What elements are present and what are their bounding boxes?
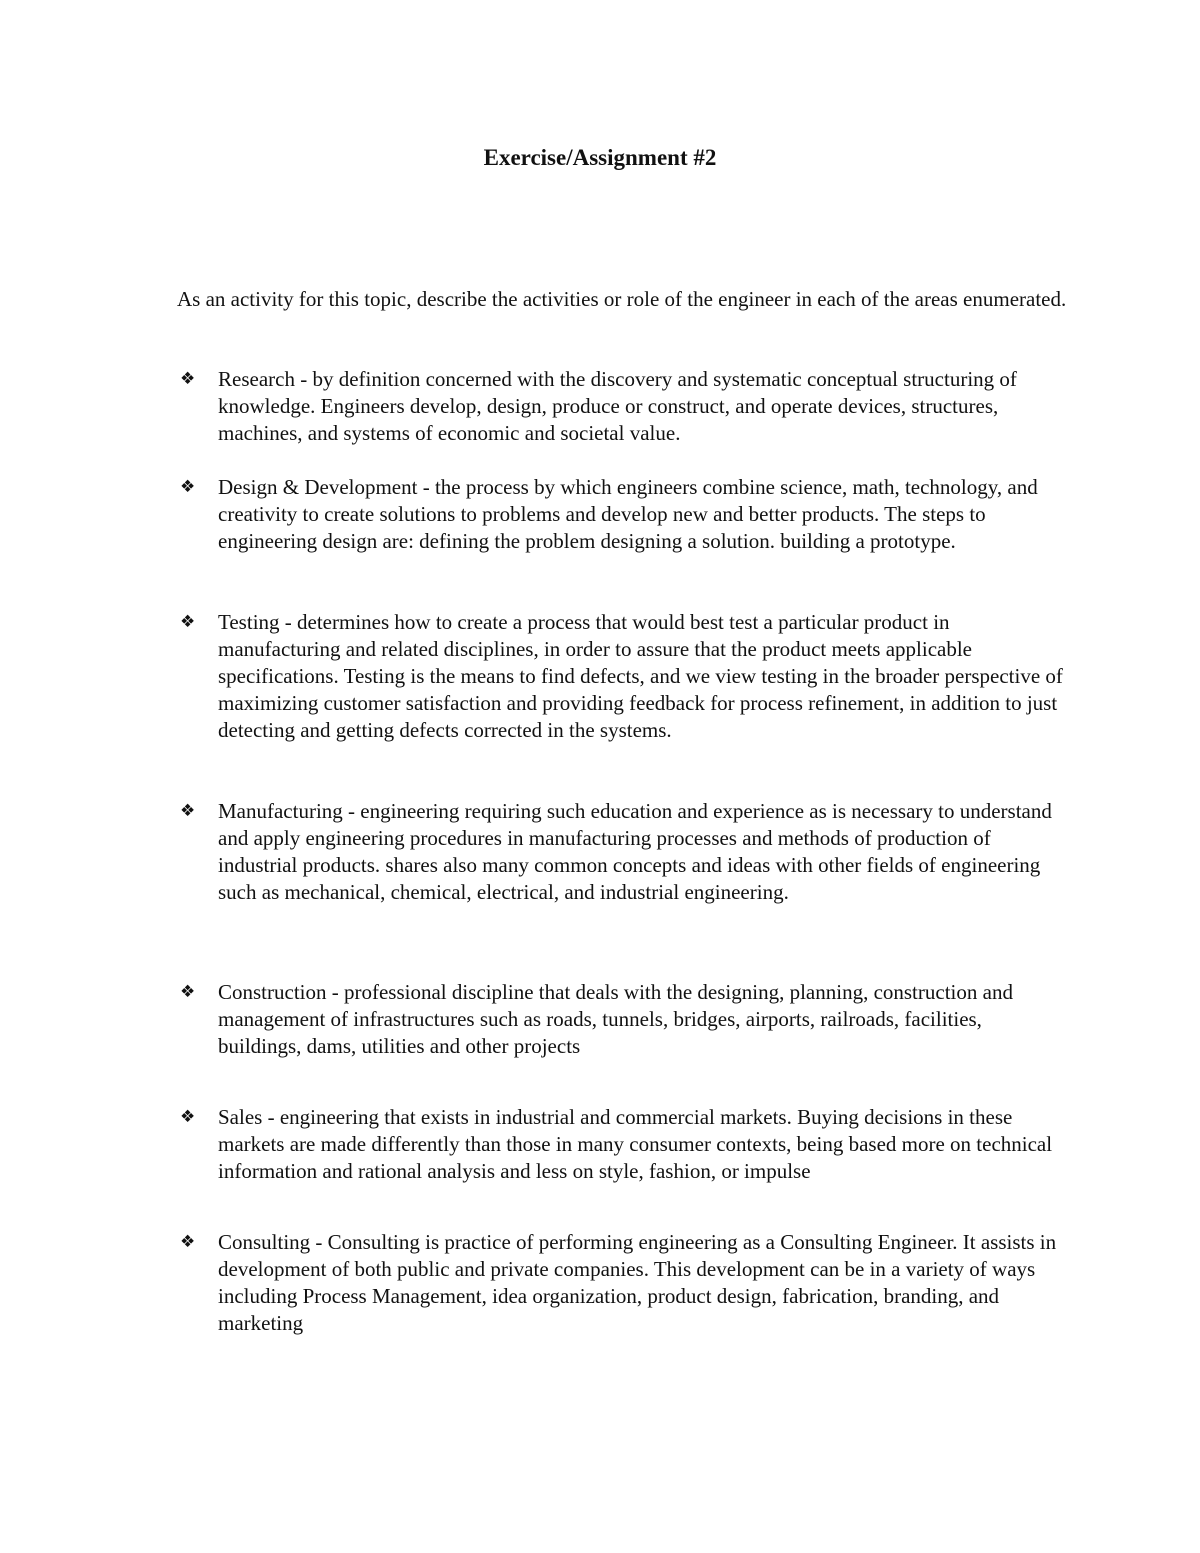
list-item-construction (180, 979, 1070, 1060)
list-item-text: Research - by definition concerned with the discovery and systematic conceptual structuring of knowledge. Engineers develop, design, produce or construct, and operate devices, structures, machines, and systems of economic and societal value. (218, 367, 1017, 445)
intro-paragraph: As an activity for this topic, describe the activities or role of the engineer in each of the areas enumerated. (177, 287, 1067, 311)
page-title: Exercise/Assignment #2 (483, 145, 717, 170)
list-item-text: Manufacturing - engineering requiring such education and experience as is necessary to understand and apply engineering procedures in manufacturing processes and methods of production of industrial products. shares also many common concepts and ideas with other fields of engineering such as mechanical, chemical, electrical, and industrial engineering. (218, 799, 1052, 904)
diamond-bullet-icon: ❖ (180, 612, 196, 632)
diamond-bullet-icon: ❖ (180, 801, 196, 821)
list-item-consulting (180, 1229, 1070, 1337)
diamond-bullet-icon: ❖ (180, 369, 196, 389)
list-item-text: Sales - engineering that exists in industrial and commercial markets. Buying decisions in these markets are made differently than those in many consumer contexts, being based more on technical information and rational analysis and less on style, fashion, or impulse (218, 1105, 1053, 1183)
list-item-sales (180, 1104, 1070, 1185)
diamond-bullet-icon: ❖ (180, 1107, 196, 1127)
list-item-research (180, 366, 1070, 447)
list-item-text: Testing - determines how to create a process that would best test a particular product in manufacturing and related disciplines, in order to assure that the product meets applicable specifications. Testing is the means to find defects, and we view testing in the broader perspective of maximizing customer satisfaction and providing feedback for process refinement, in addition to just detecting and getting defects corrected in the systems. (218, 610, 1063, 742)
list-item-text: Design & Development - the process by which engineers combine science, math, technology, and creativity to create solutions to problems and develop new and better products. The steps to engineering design are: defining the problem designing a solution. building a prototype. (218, 475, 1038, 553)
list-item-text: Construction - professional discipline that deals with the designing, planning, construction and management of infrastructures such as roads, tunnels, bridges, airports, railroads, facilities, buildings, dams, utilities and other projects (218, 980, 1013, 1058)
diamond-bullet-icon: ❖ (180, 982, 196, 1002)
diamond-bullet-icon: ❖ (180, 477, 196, 497)
diamond-bullet-icon: ❖ (180, 1232, 196, 1252)
list-item-testing (180, 609, 1070, 744)
list-item-manufacturing (180, 798, 1070, 906)
list-item-text: Consulting - Consulting is practice of performing engineering as a Consulting Engineer. It assists in development of both public and private companies. This development can be in a variety of ways including Process Management, idea organization, product design, fabrication, branding, and marketing (218, 1230, 1057, 1335)
list-item-design-development (180, 474, 1070, 555)
